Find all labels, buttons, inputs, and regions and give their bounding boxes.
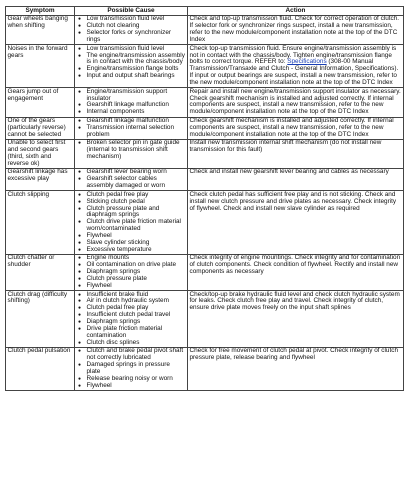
action-text: Check top-up transmission fluid. Ensure engine/transmission assembly is not in contact with the chassis/body. Tighten engine/transmission flange bolts to correct torque. xyxy=(189,44,397,66)
cause-cell xyxy=(75,139,188,168)
cause-item: ● Diaphragm springs xyxy=(77,269,186,276)
cause-cell xyxy=(75,348,188,391)
symptom-cell: Clutch drag (difficulty shifting) xyxy=(6,291,75,348)
cause-item: ● Excessive temperature xyxy=(77,247,186,254)
symptom-cell: Clutch pedal pulsation xyxy=(6,348,75,391)
cause-item: ● Selector forks or synchronizer rings xyxy=(77,30,186,44)
cause-item: ● Engine/transmission flange bolts xyxy=(77,66,186,73)
cause-item: ● Flywheel xyxy=(77,233,186,240)
cause-item: ● Low transmission fluid level xyxy=(77,46,186,53)
action-cell: Check integrity of engine mountings. Check integrity and for contamination of clutch components. Check condition of flywheel. Rectify and install new components as necessary xyxy=(188,255,404,291)
symptom-cell: Gear wheels banging when shifting xyxy=(6,16,75,45)
table-row xyxy=(6,16,404,45)
table-row xyxy=(6,45,404,88)
cause-item: ● The engine/transmission assembly is in contact with the chassis/body xyxy=(77,53,186,67)
cause-item: ● Input and output shaft bearings xyxy=(77,73,186,80)
cause-item: ● Flywheel xyxy=(77,283,186,290)
action-cell: Check and top-up transmission fluid. Check for correct operation of clutch. If selector fork or synchronizer rings suspect, install a new transmission, refer to the new module/component installation note at the top of the DTC Index xyxy=(188,16,404,45)
cause-item: ● Low transmission fluid level xyxy=(77,16,186,23)
cause-item: ● Transmission internal selection problem xyxy=(77,125,186,139)
cause-item: ● Clutch pedal free play xyxy=(77,305,186,312)
symptom-cell: Unable to select first and second gears (third, sixth and reverse ok) xyxy=(6,139,75,168)
action-cell: Check clutch pedal has sufficient free play and is not sticking. Check and install new clutch pressure and drive plates as necessary. Check integrity of flywheel. Check and install new slave cylinder as required xyxy=(188,191,404,255)
cause-item: ● Clutch pressure plate and diaphragm springs xyxy=(77,206,186,220)
action-refer-text: REFER to: xyxy=(254,58,286,66)
cause-cell xyxy=(75,88,188,117)
cause-cell xyxy=(75,169,188,191)
header-possible-cause: Possible Cause xyxy=(75,7,188,16)
table-row xyxy=(6,291,404,348)
cause-cell xyxy=(75,291,188,348)
cause-item: ● Clutch and brake pedal pivot shaft not correctly lubricated xyxy=(77,348,186,362)
action-cell: Check/top-up brake hydraulic fluid level and check clutch hydraulic system for leaks. Check clutch free play and travel. Check integrity of clutch, ensure drive plate moves freely on the input shaft splines xyxy=(188,291,404,348)
symptom-cell: Gears jump out of engagement xyxy=(6,88,75,117)
table-header-row xyxy=(6,7,404,16)
cause-cell xyxy=(75,45,188,88)
cause-item: ● Insufficient clutch pedal travel xyxy=(77,312,186,319)
cause-item: ● Slave cylinder sticking xyxy=(77,240,186,247)
cause-item: ● Clutch disc splines xyxy=(77,340,186,347)
action-cell xyxy=(188,45,404,88)
cause-item: ● Gearshift lever bearing worn xyxy=(77,169,186,176)
cause-item: ● Diaphragm springs xyxy=(77,319,186,326)
table-row xyxy=(6,139,404,168)
cause-item: ● Damaged springs in pressure plate xyxy=(77,362,186,376)
cause-cell xyxy=(75,16,188,45)
cause-item: ● Clutch drive plate friction material worn/contaminated xyxy=(77,219,186,233)
cause-item: ● Engine mounts xyxy=(77,255,186,262)
cause-item: ● Flywheel xyxy=(77,383,186,390)
cause-item: ● Clutch not clearing xyxy=(77,23,186,30)
action-cell: Check and install new gearshift lever bearing and cables as necessary xyxy=(188,169,404,191)
action-cell: Check gearshift mechanism is installed and adjusted correctly. If internal components are suspect, install a new transmission, refer to the new module/component installation note at the top of the DTC Index xyxy=(188,117,404,139)
cause-item: ● Clutch pressure plate xyxy=(77,276,186,283)
symptom-cell: Clutch chatter or shudder xyxy=(6,255,75,291)
cause-item: ● Release bearing noisy or worn xyxy=(77,376,186,383)
header-symptom: Symptom xyxy=(6,7,75,16)
cause-item: ● Engine/transmission support insulator xyxy=(77,89,186,103)
cause-item: ● Internal components xyxy=(77,109,186,116)
symptom-cell: One of the gears (particularly reverse) cannot be selected xyxy=(6,117,75,139)
action-text: (308-00 Manual Transmission/Transaxle and Clutch - General Information, Specifications). If input or output bearings are suspect, install a new transmission, refer to the new module/component installation note at the top of the DTC Index xyxy=(189,58,399,87)
cause-item: ● Insufficient brake fluid xyxy=(77,292,186,299)
cause-item: ● Broken selector pin in gate guide (internal to transmission shift mechanism) xyxy=(77,140,186,161)
table-row xyxy=(6,191,404,255)
table-row xyxy=(6,117,404,139)
symptom-chart-table xyxy=(5,6,404,391)
cause-item: ● Sticking clutch pedal xyxy=(77,199,186,206)
diagnosis-table-container xyxy=(5,6,403,391)
header-action: Action xyxy=(188,7,404,16)
symptom-cell: Gearshift linkage has excessive play xyxy=(6,169,75,191)
action-cell: Repair and install new engine/transmission support insulator as necessary. Check gearshift mechanism is installed and adjusted correctly. If internal components are suspect, install a new transmission, refer to the new module/component installation note at the top of the DTC Index xyxy=(188,88,404,117)
specifications-link[interactable]: Specifications xyxy=(287,58,327,66)
cause-item: ● Oil contamination on drive plate xyxy=(77,262,186,269)
cause-item: ● Gearshift linkage malfunction xyxy=(77,118,186,125)
cause-item: ● Gearshift selector cables assembly damaged or worn xyxy=(77,176,186,190)
cause-item: ● Gearshift linkage malfunction xyxy=(77,102,186,109)
cause-item: ● Air in clutch hydraulic system xyxy=(77,298,186,305)
cause-item: ● Clutch pedal free play xyxy=(77,192,186,199)
action-cell: Check for free movement of clutch pedal at pivot. Check integrity of clutch pressure plate, release bearing and flywheel xyxy=(188,348,404,391)
cause-cell xyxy=(75,117,188,139)
table-row xyxy=(6,169,404,191)
symptom-cell: Noises in the forward gears xyxy=(6,45,75,88)
table-row xyxy=(6,88,404,117)
cause-item: ● Drive plate friction material contamination xyxy=(77,326,186,340)
symptom-cell: Clutch slipping xyxy=(6,191,75,255)
table-row xyxy=(6,255,404,291)
table-row xyxy=(6,348,404,391)
cause-cell xyxy=(75,255,188,291)
action-cell: Install new transmission internal shift mechanism (do not install new transmission for this fault) xyxy=(188,139,404,168)
cause-cell xyxy=(75,191,188,255)
